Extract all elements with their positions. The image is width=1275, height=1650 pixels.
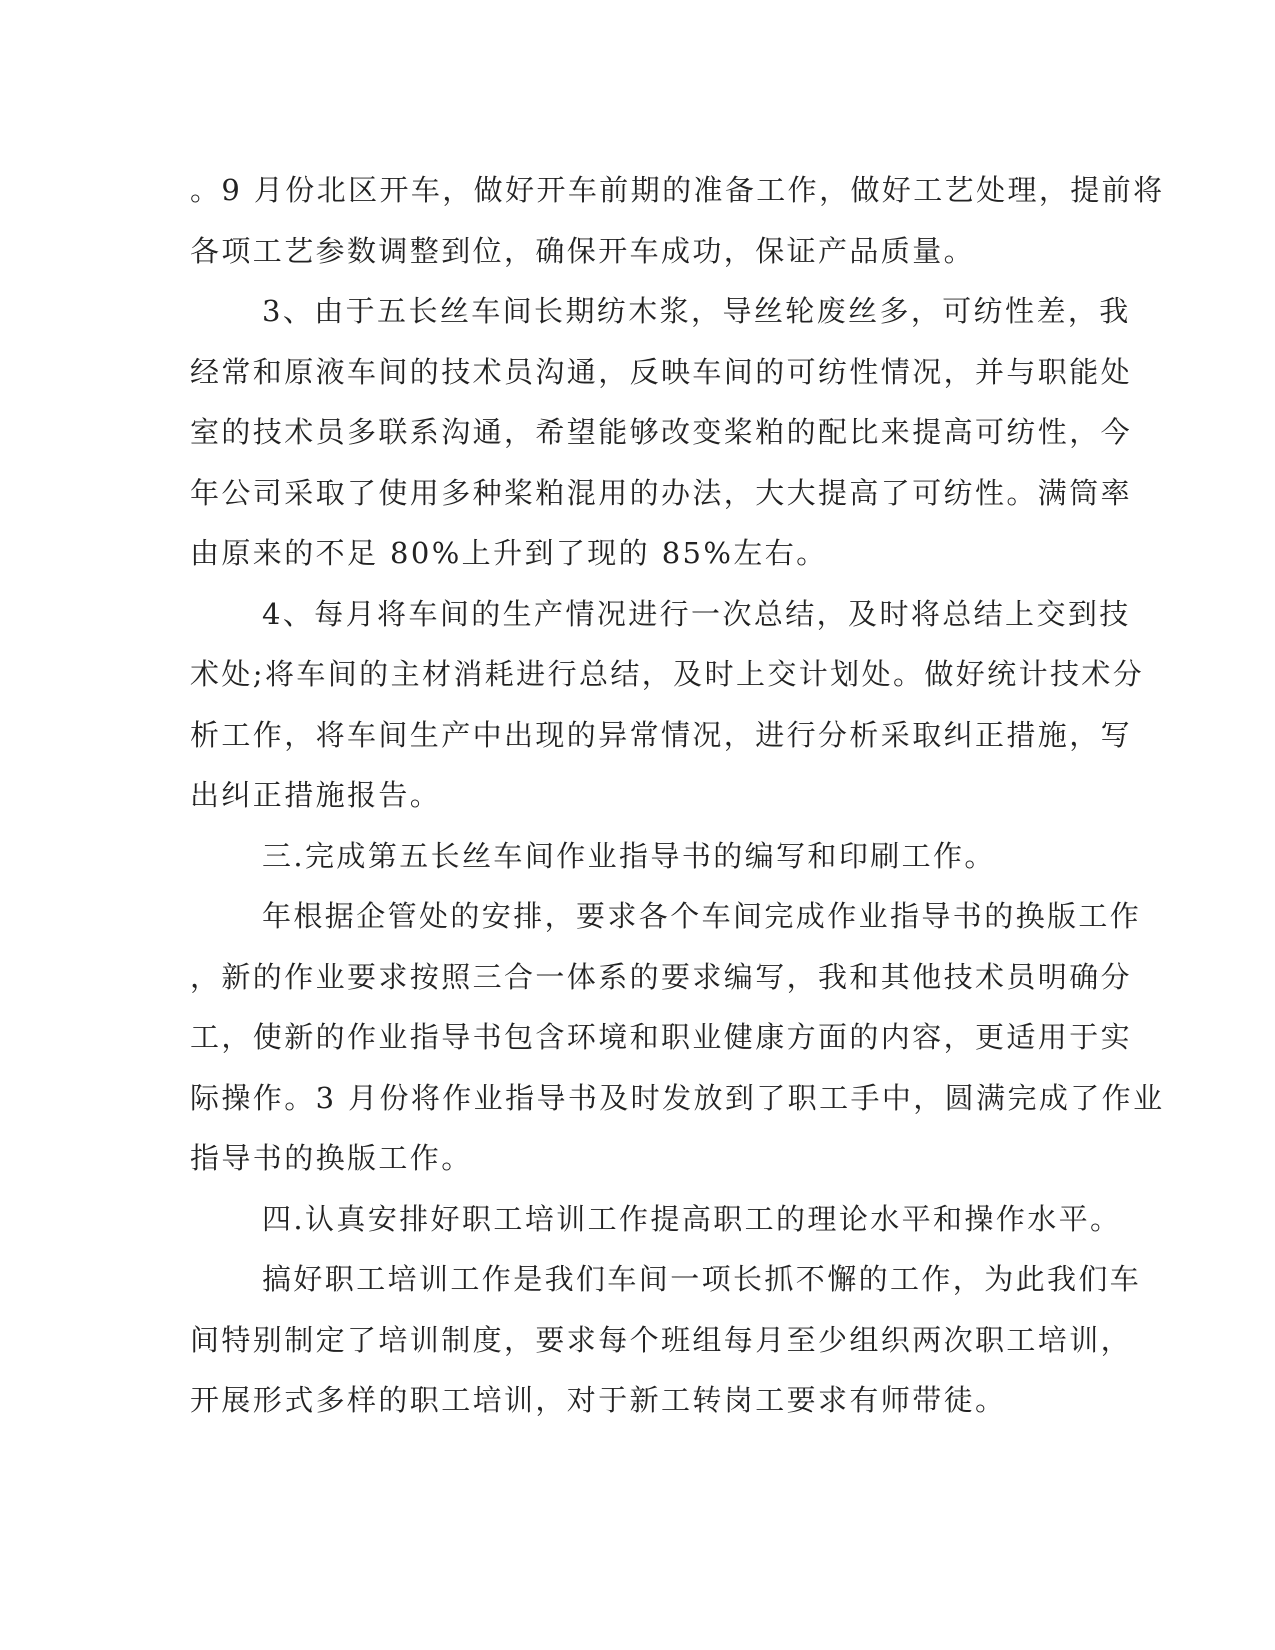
text-line: ，新的作业要求按照三合一体系的要求编写，我和其他技术员明确分 <box>190 959 1133 994</box>
section-heading: 三.完成第五长丝车间作业指导书的编写和印刷工作。 <box>262 838 996 873</box>
text-line: 开展形式多样的职工培训，对于新工转岗工要求有师带徒。 <box>190 1383 1007 1417</box>
text-line: 工，使新的作业指导书包含环境和职业健康方面的内容，更适用于实 <box>190 1020 1133 1054</box>
text-line: 由原来的不足 80%上升到了现的 85%左右。 <box>190 536 828 570</box>
text-line: 析工作，将车间生产中出现的异常情况，进行分析采取纠正措施，写 <box>190 717 1133 752</box>
text-line: 指导书的换版工作。 <box>190 1141 473 1175</box>
text-line: 年公司采取了使用多种桨粕混用的办法，大大提高了可纺性。满筒率 <box>190 475 1133 510</box>
text-line: 。9 月份北区开车，做好开车前期的准备工作，做好工艺处理，提前将 <box>190 173 1165 207</box>
text-line: 室的技术员多联系沟通，希望能够改变桨粕的配比来提高可纺性，今 <box>190 415 1133 449</box>
document-body <box>190 160 1165 1431</box>
text-line: 3、由于五长丝车间长期纺木浆，导丝轮废丝多，可纺性差，我 <box>262 294 1131 328</box>
text-line: 术处;将车间的主材消耗进行总结，及时上交计划处。做好统计技术分 <box>190 657 1145 691</box>
text-line: 搞好职工培训工作是我们车间一项长抓不懈的工作，为此我们车 <box>262 1262 1142 1296</box>
section-heading: 四.认真安排好职工培训工作提高职工的理论水平和操作水平。 <box>262 1201 1122 1236</box>
text-line: 经常和原液车间的技术员沟通，反映车间的可纺性情况，并与职能处 <box>190 354 1133 389</box>
text-line: 4、每月将车间的生产情况进行一次总结，及时将总结上交到技 <box>262 596 1131 631</box>
text-line: 年根据企管处的安排，要求各个车间完成作业指导书的换版工作 <box>262 899 1142 933</box>
text-line: 际操作。3 月份将作业指导书及时发放到了职工手中，圆满完成了作业 <box>190 1080 1165 1115</box>
text-line: 各项工艺参数调整到位，确保开车成功，保证产品质量。 <box>190 233 976 268</box>
text-line: 出纠正措施报告。 <box>190 778 442 812</box>
text-line: 间特别制定了培训制度，要求每个班组每月至少组织两次职工培训， <box>190 1322 1133 1357</box>
